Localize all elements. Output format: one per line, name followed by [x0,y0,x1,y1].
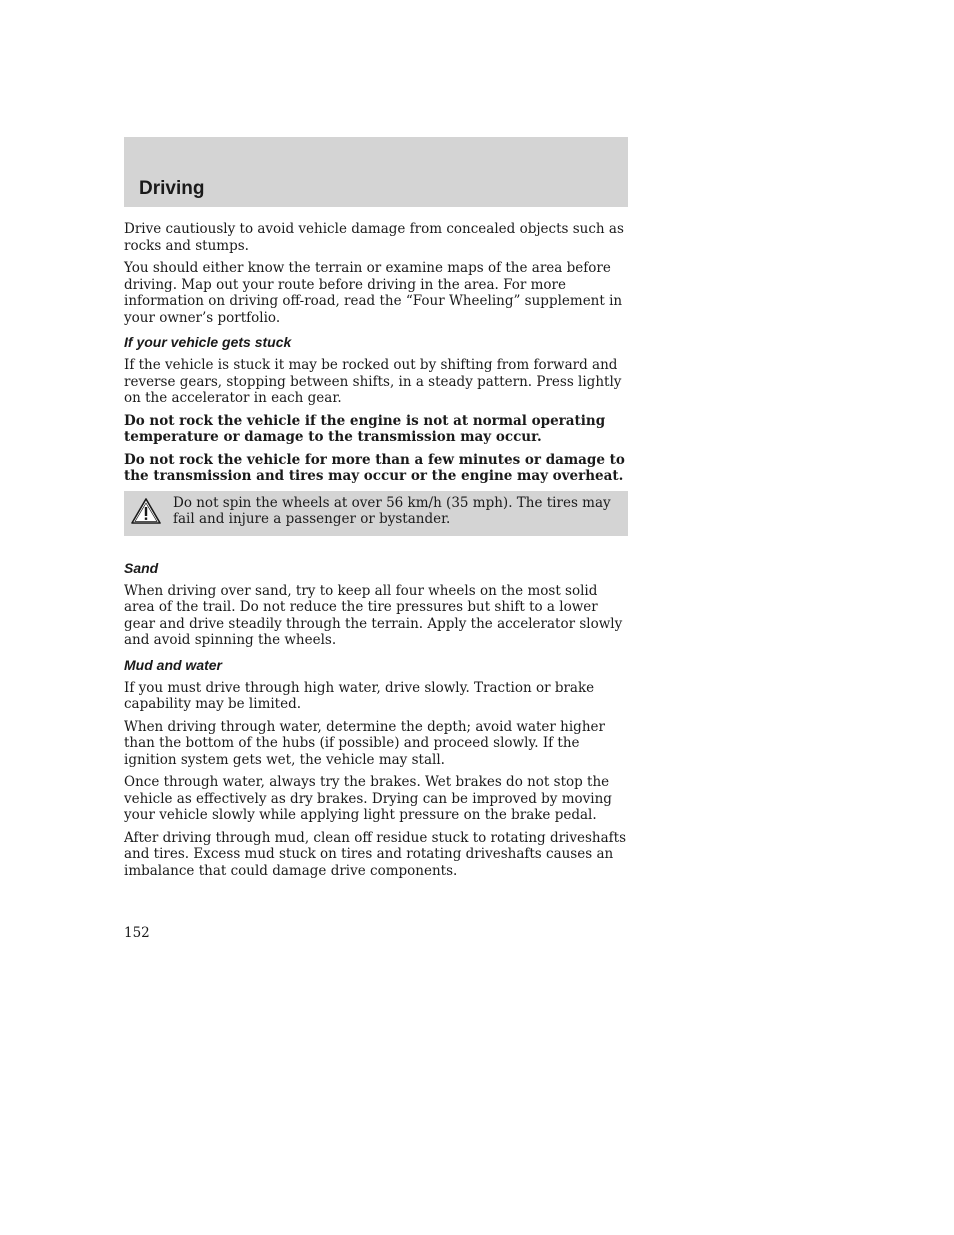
warning-text: Do not spin the wheels at over 56 km/h (35 mph). The tires may fail and injure a passenger or bystander. [173,494,611,527]
mud-paragraph-1: If you must drive through high water, drive slowly. Traction or brake capability may be limited. [124,679,595,712]
intro-paragraph-1: Drive cautiously to avoid vehicle damage from concealed objects such as rocks and stumps. [124,221,624,254]
mud-heading: Mud and water [124,656,223,673]
stuck-heading: If your vehicle gets stuck [124,334,292,350]
page-content [124,221,628,885]
warning-box [124,491,628,536]
stuck-paragraph: If the vehicle is stuck it may be rocked out by shifting from forward and reverse gears, stopping between shifts, in a steady pattern. Press lightly on the accelerator in each gear. [124,357,622,406]
sand-heading: Sand [124,559,159,576]
stuck-caution-1: Do not rock the vehicle if the engine is not at normal operating temperature or damage to the transmission may occur. [124,412,606,445]
warning-triangle-icon [130,497,162,525]
mud-paragraph-2: When driving through water, determine the depth; avoid water higher than the bottom of the hubs (if possible) and proceed slowly. If the ignition system gets wet, the vehicle may stall. [124,718,605,768]
page-number: 152 [124,925,150,941]
section-header [124,137,628,207]
mud-paragraph-4: After driving through mud, clean off residue stuck to rotating driveshafts and tires. Excess mud stuck on tires and rotating driveshafts causes an imbalance that could damage drive components. [124,829,627,879]
sand-paragraph: When driving over sand, try to keep all four wheels on the most solid area of the trail. Do not reduce the tire pressures but shift to a lower gear and drive steadily through the terrain. Apply the accelerator slowly and avoid spinning the wheels. [124,582,623,648]
mud-paragraph-3: Once through water, always try the brakes. Wet brakes do not stop the vehicle as effectively as dry brakes. Drying can be improved by moving your vehicle slowly while applying light pressure on the brake pedal. [124,774,612,823]
intro-paragraph-2: You should either know the terrain or examine maps of the area before driving. Map out your route before driving in the area. For more information on driving off-road, read the “Four Wheeling” supplement in your owner’s portfolio. [124,260,623,326]
section-title: Driving [139,178,205,199]
stuck-caution-2: Do not rock the vehicle for more than a few minutes or damage to the transmission and tires may occur or the engine may overheat. [124,451,625,484]
